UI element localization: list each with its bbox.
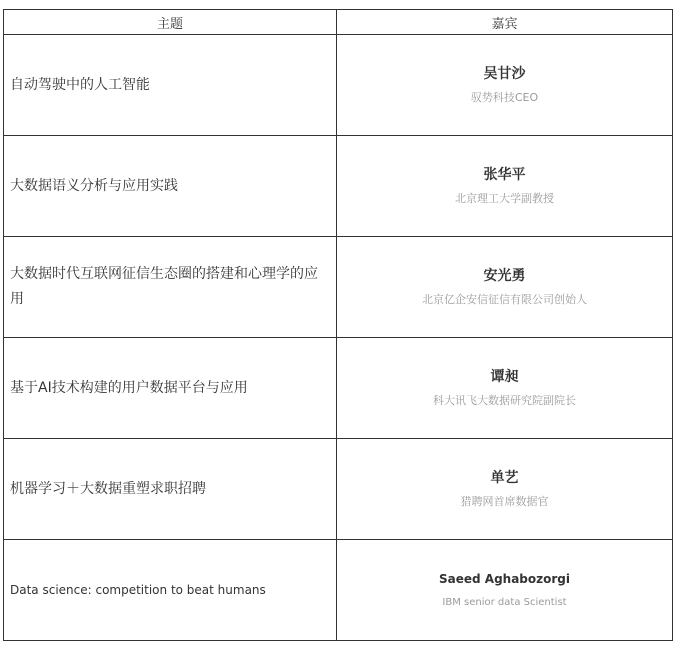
guest-cell: [337, 136, 673, 237]
guest-cell: [337, 338, 673, 439]
guest-name: 张华平: [483, 167, 526, 183]
guest-title: IBM senior data Scientist: [442, 597, 567, 608]
table-row: [4, 237, 673, 338]
guest-name: 安光勇: [483, 268, 526, 284]
guest-cell: [337, 35, 673, 136]
topic-cell: [4, 237, 337, 338]
topic-cell: [4, 136, 337, 237]
guest-name: 吴甘沙: [483, 66, 526, 82]
agenda-table: [3, 9, 673, 641]
guest-name: 谭昶: [490, 369, 519, 385]
table-row: [4, 136, 673, 237]
guest-cell: [337, 237, 673, 338]
column-header-guest: 嘉宾: [337, 10, 673, 35]
table-header-row: [4, 10, 673, 35]
guest-title: 猎聘网首席数据官: [460, 495, 549, 508]
topic-text: 机器学习＋大数据重塑求职招聘: [10, 480, 206, 497]
guest-cell: [337, 439, 673, 540]
topic-text: 自动驾驶中的人工智能: [10, 76, 150, 93]
guest-name: Saeed Aghabozorgi: [439, 572, 570, 586]
topic-text: Data science: competition to beat humans: [10, 582, 266, 597]
topic-text: 大数据时代互联网征信生态圈的搭建和心理学的应用: [10, 266, 318, 307]
topic-cell: [4, 338, 337, 439]
guest-title: 科大讯飞大数据研究院副院长: [433, 394, 576, 407]
column-header-topic: 主题: [4, 10, 337, 35]
topic-cell: [4, 540, 337, 641]
guest-title: 北京亿企安信征信有限公司创始人: [422, 293, 587, 306]
table-row: [4, 439, 673, 540]
topic-text: 基于AI技术构建的用户数据平台与应用: [10, 379, 248, 396]
guest-title: 北京理工大学副教授: [455, 192, 554, 205]
topic-cell: [4, 35, 337, 136]
table-row: [4, 35, 673, 136]
table-row: [4, 540, 673, 641]
guest-name: 单艺: [490, 470, 519, 486]
topic-cell: [4, 439, 337, 540]
table-row: [4, 338, 673, 439]
guest-title: 驭势科技CEO: [470, 91, 539, 104]
topic-text: 大数据语义分析与应用实践: [10, 177, 178, 194]
guest-cell: [337, 540, 673, 641]
